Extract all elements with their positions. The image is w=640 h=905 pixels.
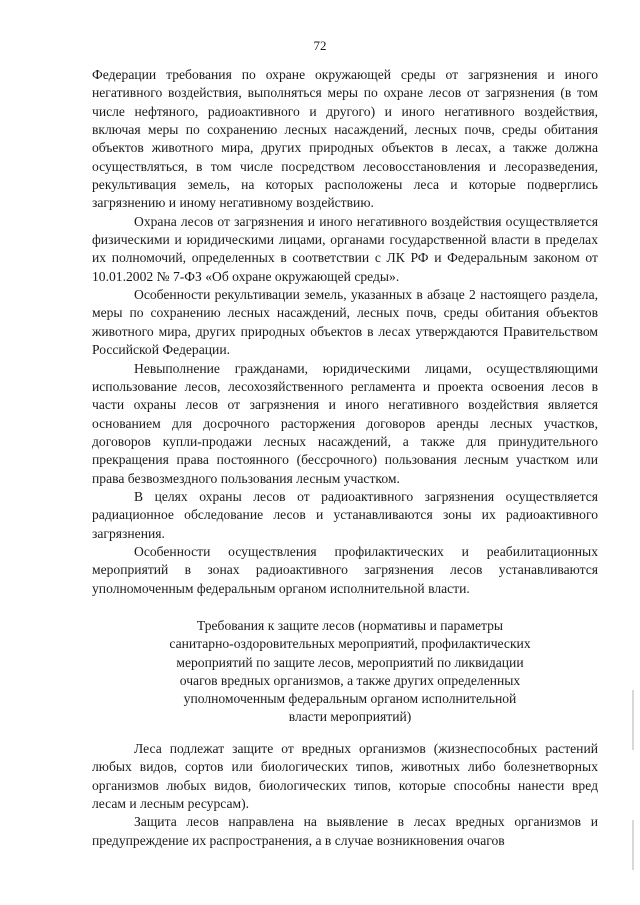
paragraph: Особенности осуществления профилактических и реабилитационных мероприятий в зонах радиоактивного загрязнения лесов устанавливаются уполномоченным федеральным органом исполнительной власти. [92,543,598,596]
body-text [92,66,598,598]
section-heading-line: санитарно-оздоровительных мероприятий, профилактических [169,636,531,652]
section-heading-line: Требования к защите лесов (нормативы и параметры [196,618,504,633]
paragraph: В целях охраны лесов от радиоактивного загрязнения осуществляется радиационное обследование лесов и устанавливаются зоны их радиоактивного загрязнения. [92,488,598,541]
section-heading-line: мероприятий по защите лесов, мероприятий по ликвидации [176,654,524,670]
paragraph: Невыполнение гражданами, юридическими лицами, осуществляющими использование лесов, лесохозяйственного регламента и проекта освоения лесов в части охраны лесов от загрязнения и иного негативного воздействия является основанием для досрочного расторжения договоров аренды лесных участков, договоров купли-продажи лесных насаждений, а также для принудительного прекращения права постоянного (бессрочного) пользования лесным участком или права безвозмездного пользования лесным участком. [92,360,598,486]
paragraph: Защита лесов направлена на выявление в лесах вредных организмов и предупреждение их распространения, а в случае возникновения очагов [92,814,598,848]
scan-edge-mark [632,690,634,750]
scan-edge-mark [632,820,634,870]
page-number: 72 [313,38,327,53]
section-heading [150,617,550,727]
paragraph: Особенности рекультивации земель, указанных в абзаце 2 настоящего раздела, меры по сохранению лесных насаждений, лесных почв, среды обитания объектов животного мира, других природных объектов в лесах утверждаются Правительством Российской Федерации. [92,287,598,358]
section-heading-line: уполномоченным федеральным органом исполнительной [183,691,517,707]
section-heading-line: очагов вредных организмов, а также других определенных [179,672,521,688]
paragraph: Леса подлежат защите от вредных организмов (жизнеспособных растений любых видов, сортов или биологических типов, животных либо болезнетворных организмов любых видов, биологических типов, которые способны нанести вред лесам и лесным ресурсам). [92,741,598,812]
paragraph: Охрана лесов от загрязнения и иного негативного воздействия осуществляется физическими и юридическими лицами, органами государственной власти в пределах их полномочий, определенных в соответствии с ЛК РФ и Федеральным законом от 10.01.2002 № 7-ФЗ «Об охране окружающей среды». [92,213,598,284]
lower-body-text [92,740,598,850]
section-heading-line: власти мероприятий) [288,709,412,725]
paragraph-continuation: Федерации требования по охране окружающей среды от загрязнения и иного негативного воздействия, выполняться меры по охране лесов от загрязнения (в том числе нефтяного, радиоактивного и другого) и иного негативного воздействия, включая меры по сохранению лесных насаждений, лесных почв, среды обитания объектов животного мира, других природных объектов в лесах, а также должна осуществляться, в том числе посредством лесовосстановления и лесоразведения, рекультивация земель, на которых расположены леса и которые подверглись загрязнению и иному негативному воздействию. [92,67,598,211]
